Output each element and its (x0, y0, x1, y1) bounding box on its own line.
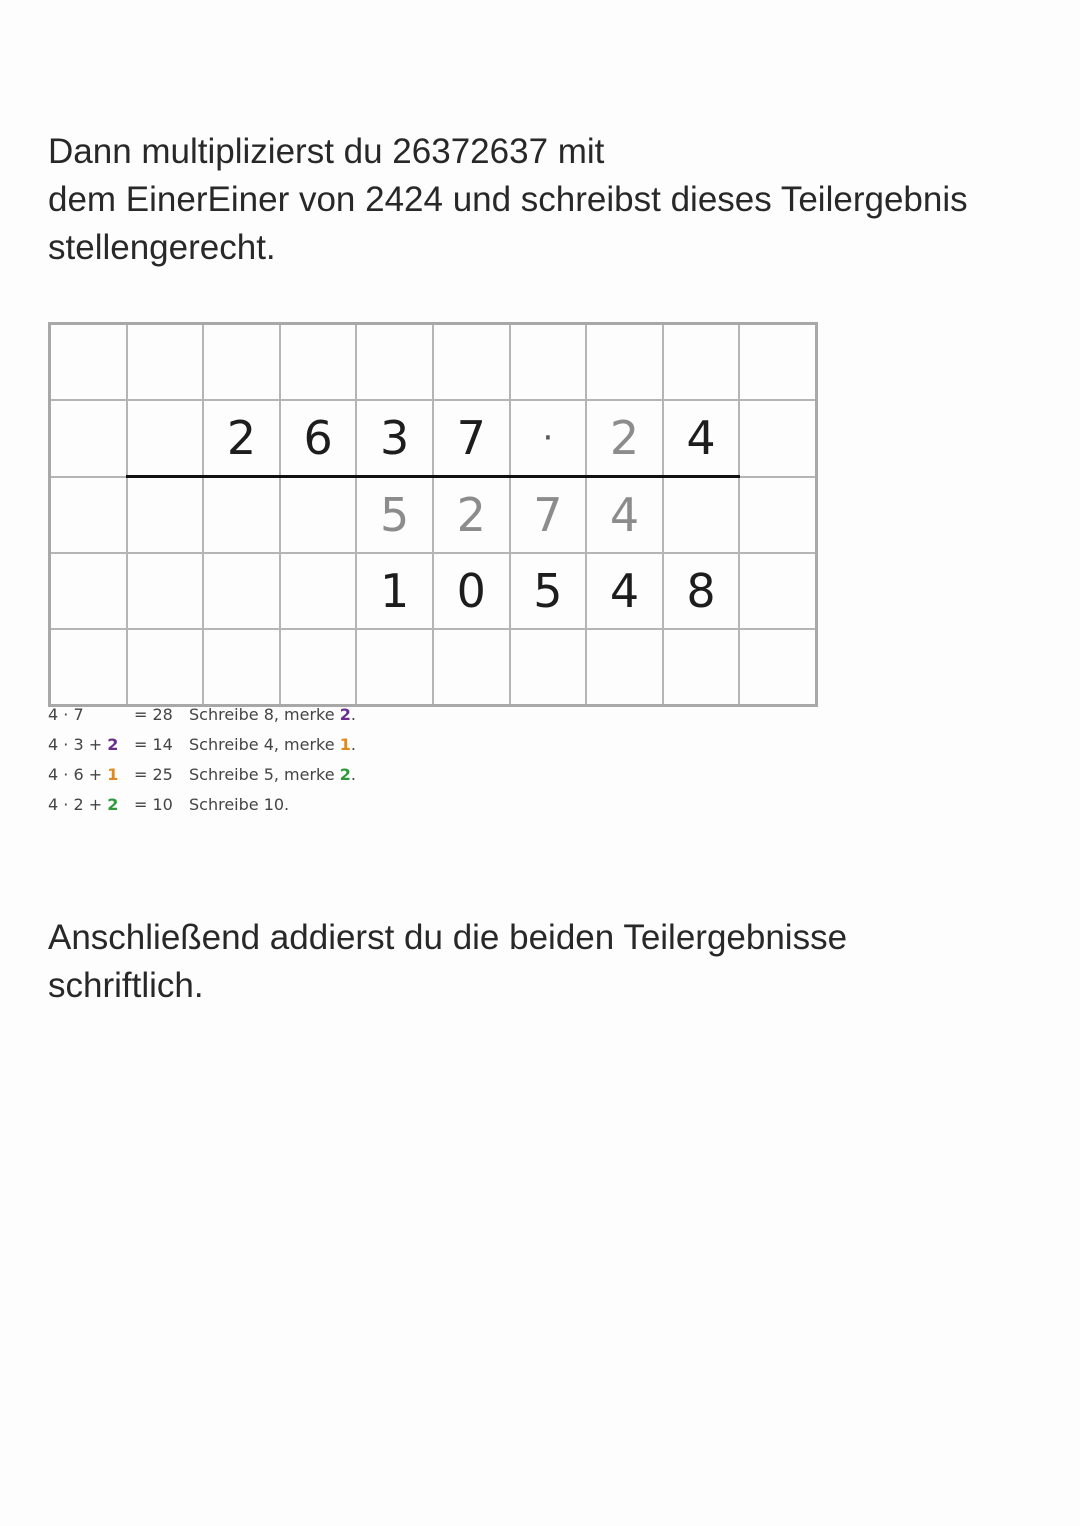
calculation-steps (48, 700, 358, 820)
grid-cell (280, 477, 357, 554)
grid-cell: 4 (586, 553, 663, 629)
carry-out: 1 (339, 735, 351, 754)
grid-cell (510, 629, 587, 706)
grid-cell: 4 (586, 477, 663, 554)
grid-cell (586, 629, 663, 706)
grid-cell: 2 (203, 400, 280, 477)
grid-cell (50, 400, 127, 477)
step-expression: 4 · 6 + (48, 765, 108, 784)
grid-cell (50, 324, 127, 401)
grid-cell: 2 (433, 477, 510, 554)
grid-cell: 0 (433, 553, 510, 629)
step-end: . (350, 705, 356, 724)
grid-cell: 5 (510, 553, 587, 629)
step-expression: 4 · 2 + (48, 795, 108, 814)
grid-cell (203, 324, 280, 401)
outro-line: schriftlich. (48, 966, 204, 1005)
grid-cell: 1 (356, 553, 433, 629)
grid-cell (203, 477, 280, 554)
grid-row (50, 629, 817, 706)
outro-line: Anschließend addierst du die beiden Teilergebnisse (48, 918, 848, 957)
grid-cell (663, 324, 740, 401)
carry-in: 1 (107, 765, 119, 784)
step-result: = 10 (134, 795, 173, 814)
grid-cell (127, 477, 204, 554)
grid-cell (127, 629, 204, 706)
grid-cell (356, 324, 433, 401)
step-write: Schreibe 10. (189, 795, 290, 814)
grid-cell (50, 477, 127, 554)
step-calculation (48, 700, 84, 730)
grid-cell: 6 (280, 400, 357, 477)
step-note (189, 700, 356, 730)
grid-cell (663, 477, 740, 554)
grid-cell (739, 324, 816, 401)
grid-cell (280, 324, 357, 401)
step-result: = 14 (134, 735, 173, 754)
grid-cell (127, 400, 204, 477)
grid-cell (356, 629, 433, 706)
outro-paragraph (48, 914, 847, 1010)
grid-cell: 7 (433, 400, 510, 477)
carry-in: 2 (107, 795, 119, 814)
step-write: Schreibe 5, merke (189, 765, 340, 784)
step-write: Schreibe 8, merke (189, 705, 340, 724)
grid-cell: · (510, 400, 587, 477)
calculation-step (48, 700, 358, 730)
calculation-step (48, 790, 358, 820)
step-end: . (350, 765, 356, 784)
grid-cell (663, 629, 740, 706)
grid-cell (50, 629, 127, 706)
grid-row (50, 477, 817, 554)
grid-cell (127, 324, 204, 401)
step-result: = 25 (134, 765, 173, 784)
grid-cell (203, 553, 280, 629)
grid-cell (203, 629, 280, 706)
grid-cell (127, 553, 204, 629)
grid-cell: 3 (356, 400, 433, 477)
grid-cell (510, 324, 587, 401)
step-note (189, 760, 356, 790)
grid-cell (280, 629, 357, 706)
step-expression: 4 · 7 (48, 705, 84, 724)
step-write: Schreibe 4, merke (189, 735, 340, 754)
grid-row (50, 553, 817, 629)
grid-cell (739, 477, 816, 554)
grid-cell: 8 (663, 553, 740, 629)
intro-paragraph (48, 128, 968, 272)
grid-cell: 5 (356, 477, 433, 554)
grid-cell (739, 553, 816, 629)
grid-cell (739, 400, 816, 477)
carry-out: 2 (339, 705, 351, 724)
intro-line: dem EinerEiner von 2424 und schreibst dieses Teilergebnis (48, 180, 968, 219)
step-calculation (48, 790, 118, 820)
grid-cell: 7 (510, 477, 587, 554)
step-result: = 28 (134, 705, 173, 724)
step-calculation (48, 730, 118, 760)
step-note (189, 730, 356, 760)
step-expression: 4 · 3 + (48, 735, 108, 754)
calculation-step (48, 760, 358, 790)
grid-cell (433, 324, 510, 401)
calculation-step (48, 730, 358, 760)
grid-cell: 4 (663, 400, 740, 477)
step-note (189, 790, 289, 820)
carry-out: 2 (339, 765, 351, 784)
step-calculation (48, 760, 118, 790)
step-end: . (350, 735, 356, 754)
grid-cell (50, 553, 127, 629)
multiplication-grid (48, 322, 818, 707)
grid-cell (586, 324, 663, 401)
grid-cell: 2 (586, 400, 663, 477)
grid-row (50, 400, 817, 477)
grid-cell (433, 629, 510, 706)
intro-line: Dann multiplizierst du 26372637 mit (48, 132, 605, 171)
grid-cell (280, 553, 357, 629)
carry-in: 2 (107, 735, 119, 754)
intro-line: stellengerecht. (48, 228, 276, 267)
grid-cell (739, 629, 816, 706)
grid-row (50, 324, 817, 401)
